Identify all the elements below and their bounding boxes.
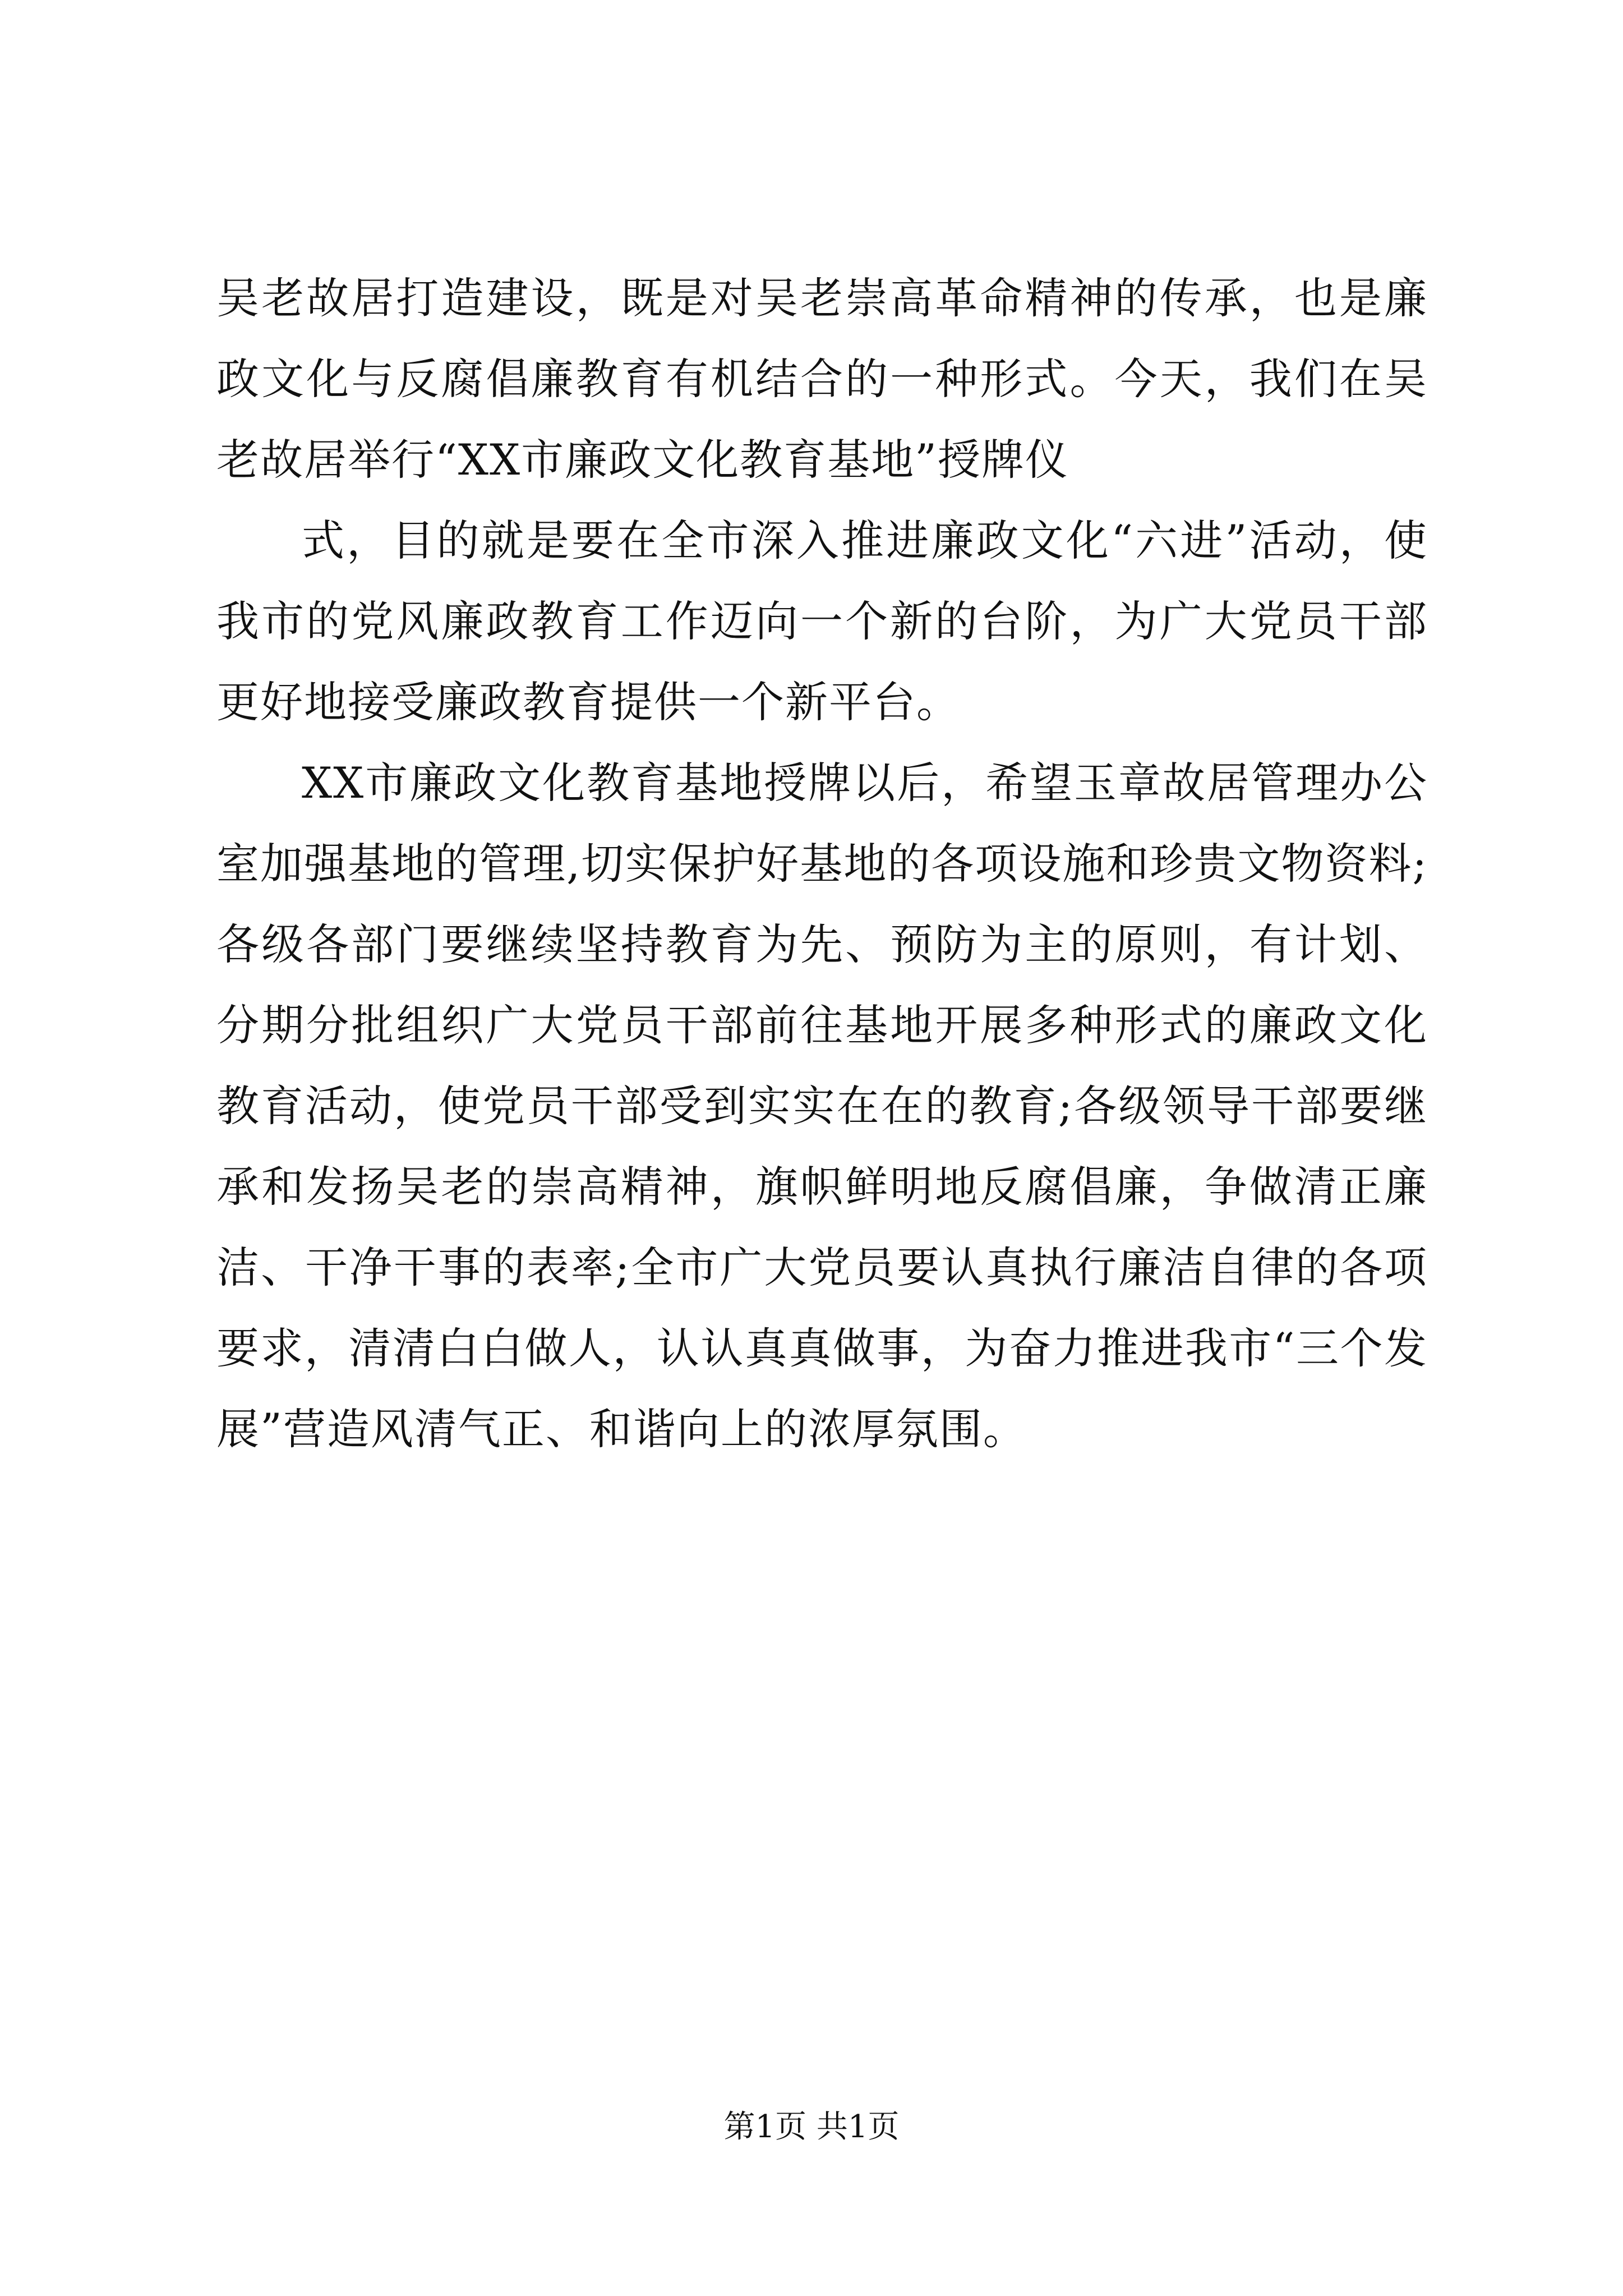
document-body	[216, 258, 1428, 1470]
paragraph-2: 式，目的就是要在全市深入推进廉政文化“六进”活动，使我市的党风廉政教育工作迈向一个新的台阶，为广大党员干部更好地接受廉政教育提供一个新平台。	[216, 516, 1428, 727]
page-footer: 第1页 共1页	[723, 2109, 900, 2145]
paragraph-1: 吴老故居打造建设，既是对吴老崇高革命精神的传承，也是廉政文化与反腐倡廉教育有机结合的一种形式。今天，我们在吴老故居举行“XX市廉政文化教育基地”授牌仪	[216, 273, 1428, 485]
paragraph-3: XX市廉政文化教育基地授牌以后，希望玉章故居管理办公室加强基地的管理,切实保护好基地的各项设施和珍贵文物资料;各级各部门要继续坚持教育为先、预防为主的原则，有计划、分期分批组织广大党员干部前往基地开展多种形式的廉政文化教育活动，使党员干部受到实实在在的教育;各级领导干部要继承和发扬吴老的崇高精神，旗帜鲜明地反腐倡廉，争做清正廉洁、干净干事的表率;全市广大党员要认真执行廉洁自律的各项要求，清清白白做人，认认真真做事，为奋力推进我市“三个发展”营造风清气正、和谐向上的浓厚氛围。	[216, 758, 1428, 1454]
